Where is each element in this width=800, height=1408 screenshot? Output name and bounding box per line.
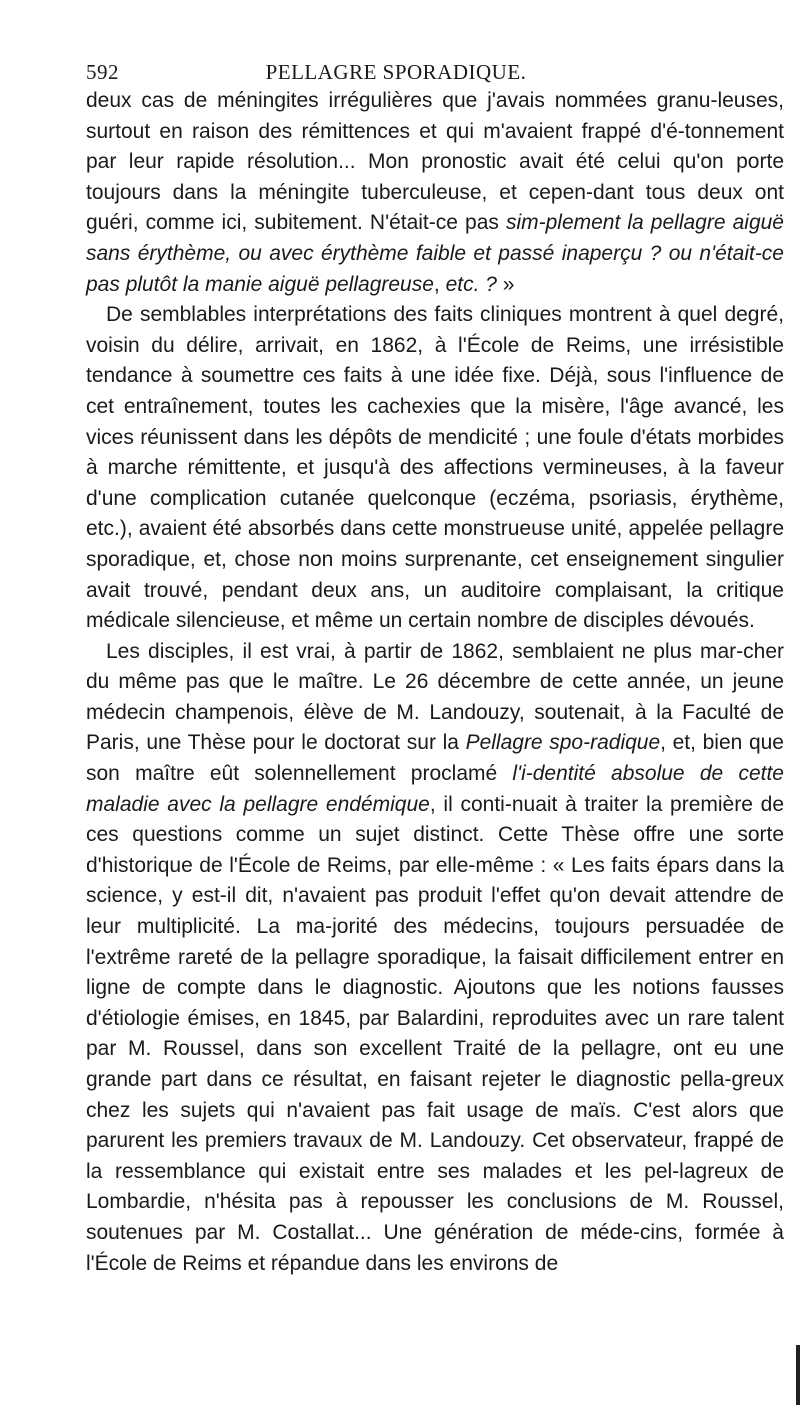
running-title: PELLAGRE SPORADIQUE. bbox=[265, 60, 527, 84]
italic-text: Pellagre spo-radique bbox=[465, 731, 661, 755]
italic-text: l'i-dentité absolue de cette maladie avec la pellagre endémique bbox=[86, 762, 784, 816]
page-edge-mark bbox=[796, 1345, 800, 1405]
italic-text: sim-plement la pellagre aiguë sans érythème, ou avec érythème faible et passé inaperçu ? ou n'était-ce pas plutôt la manie aiguë pellagreuse bbox=[86, 211, 784, 296]
paragraph: Les disciples, il est vrai, à partir de 1862, semblaient ne plus mar-cher du même pas que le maître. Le 26 décembre de cette année, un jeune médecin champenois, élève de M. Landouzy, soutenait, à la Faculté de Paris, une Thèse pour le doctorat sur la Pellagre spo-radique, et, bien que son maître eût solennellement proclamé l'i-dentité absolue de cette maladie avec la pellagre endémique, il conti-nuait à traiter la première de ces questions comme un sujet distinct. Cette Thèse offre une sorte d'historique de l'École de Reims, par elle-même : « Les faits épars dans la science, y est-il dit, n'avaient pas produit l'effet qu'on devait attendre de leur multiplicité. La ma-jorité des médecins, toujours persuadée de l'extrême rareté de la pellagre sporadique, la faisait difficilement entrer en ligne de compte dans le diagnostic. Ajoutons que les notions fausses d'étiologie émises, en 1845, par Balardini, reproduites avec un rare talent par M. Roussel, dans son excellent Traité de la pellagre, ont eu une grande part dans ce résultat, en faisant rejeter le diagnostic pella-greux chez les sujets qui n'avaient pas fait usage de maïs. C'est alors que parurent les premiers travaux de M. Landouzy. Cet observateur, frappé de la ressemblance qui existait entre ses malades et les pel-lagreux de Lombardie, n'hésita pas à repousser les conclusions de M. Roussel, soutenues par M. Costallat... Une génération de méde-cins, formée à l'École de Reims et répandue dans les environs de bbox=[86, 639, 784, 1275]
body-text bbox=[86, 86, 784, 1279]
paragraph: De semblables interprétations des faits cliniques montrent à quel degré, voisin du délire, arrivait, en 1862, à l'École de Reims, une irrésistible tendance à soumettre ces faits à une idée fixe. Déjà, sous l'influence de cet entraînement, toutes les cachexies que la misère, l'âge avancé, les vices réunissent dans les dépôts de mendicité ; une foule d'états morbides à marche rémittente, et jusqu'à des affections vermineuses, à la faveur d'une complication cutanée quelconque (eczéma, psoriasis, érythème, etc.), avaient été absorbés dans cette monstrueuse unité, appelée pellagre sporadique, et, chose non moins surprenante, cet enseignement singulier avait trouvé, pendant deux ans, un auditoire complaisant, la critique médicale silencieuse, et même un certain nombre de disciples dévoués. bbox=[86, 303, 784, 633]
paragraph: deux cas de méningites irrégulières que j'avais nommées granu-leuses, surtout en raison des rémittences et qui m'avaient frappé d'é-tonnement par leur rapide résolution... Mon pronostic avait été celui qu'on porte toujours dans la méningite tuberculeuse, et cepen-dant tous deux ont guéri, comme ici, subitement. N'était-ce pas sim-plement la pellagre aiguë sans érythème, ou avec érythème faible et passé inaperçu ? ou n'était-ce pas plutôt la manie aiguë pellagreuse, etc. ? » bbox=[86, 89, 784, 296]
page-number: 592 bbox=[86, 60, 119, 84]
italic-text: etc. ? bbox=[445, 272, 497, 296]
